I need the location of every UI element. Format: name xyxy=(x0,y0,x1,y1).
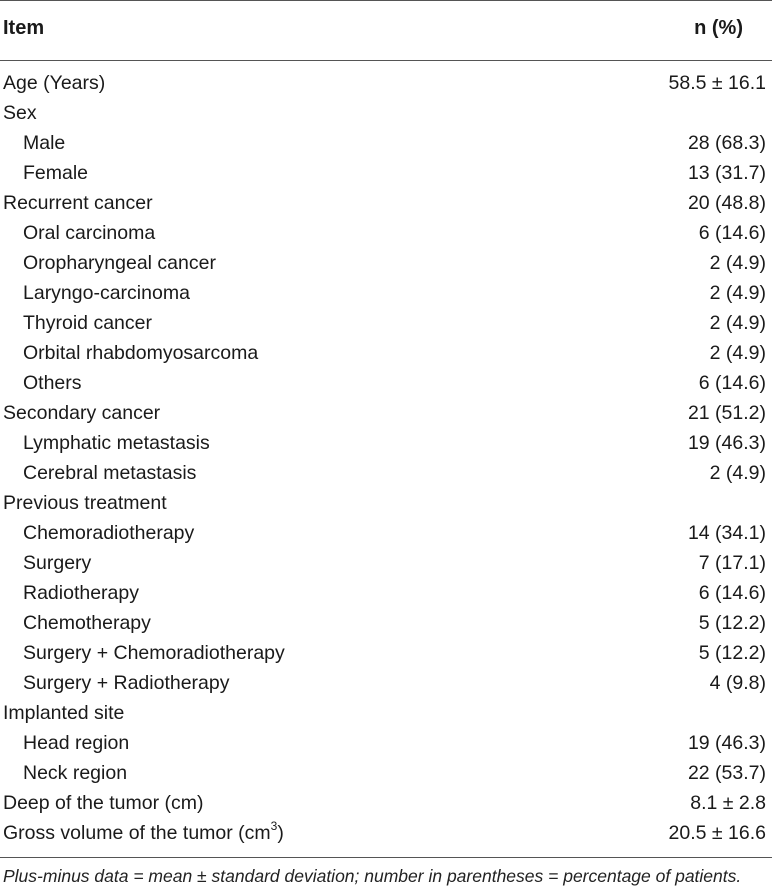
row-label: Thyroid cancer xyxy=(23,312,152,334)
table-row xyxy=(0,278,772,308)
header-n-percent: n (%) xyxy=(694,17,743,39)
table-row xyxy=(0,308,772,338)
table-body xyxy=(0,68,772,848)
table-row xyxy=(0,608,772,638)
row-label: Neck region xyxy=(23,762,128,784)
row-value: 21 (51.2) xyxy=(687,402,766,424)
row-value: 2 (4.9) xyxy=(709,252,766,274)
row-value: 8.1 ± 2.8 xyxy=(690,792,766,814)
row-label: Oral carcinoma xyxy=(23,222,156,244)
row-value: 6 (14.6) xyxy=(698,372,766,394)
row-label: Secondary cancer xyxy=(3,402,161,424)
table-row xyxy=(0,458,772,488)
row-value: 19 (46.3) xyxy=(687,432,766,454)
row-value: 13 (31.7) xyxy=(687,162,766,184)
row-label: Previous treatment xyxy=(3,492,167,514)
table-row xyxy=(0,248,772,278)
table-row xyxy=(0,428,772,458)
row-value: 2 (4.9) xyxy=(709,462,766,484)
table-row xyxy=(0,218,772,248)
row-label: Surgery + Chemoradiotherapy xyxy=(23,642,285,664)
row-value: 58.5 ± 16.1 xyxy=(668,72,766,94)
row-label: Cerebral metastasis xyxy=(23,462,197,484)
row-value: 2 (4.9) xyxy=(709,312,766,334)
row-value: 2 (4.9) xyxy=(709,282,766,304)
table-row xyxy=(0,68,772,98)
table-row xyxy=(0,548,772,578)
row-value: 14 (34.1) xyxy=(687,522,766,544)
row-label: Implanted site xyxy=(3,702,125,724)
row-label: Laryngo-carcinoma xyxy=(23,282,190,304)
header-rule xyxy=(0,60,772,61)
row-label: Lymphatic metastasis xyxy=(23,432,210,454)
row-label-superscript: 3 xyxy=(270,819,278,833)
row-value: 6 (14.6) xyxy=(698,582,766,604)
row-label xyxy=(3,818,284,848)
table-header xyxy=(0,0,772,60)
row-label-suffix: ) xyxy=(277,822,284,844)
table-row xyxy=(0,98,772,128)
row-label: Radiotherapy xyxy=(23,582,139,604)
row-value: 20.5 ± 16.6 xyxy=(668,822,766,844)
table-row xyxy=(0,488,772,518)
row-label: Deep of the tumor (cm) xyxy=(3,792,204,814)
table-row xyxy=(0,578,772,608)
row-label: Head region xyxy=(23,732,130,754)
row-value: 5 (12.2) xyxy=(698,612,766,634)
table-row xyxy=(0,668,772,698)
table-row xyxy=(0,728,772,758)
table-row xyxy=(0,788,772,818)
table-row xyxy=(0,518,772,548)
table-row xyxy=(0,818,772,848)
row-label: Others xyxy=(23,372,82,394)
table-row xyxy=(0,158,772,188)
row-label: Male xyxy=(23,132,66,154)
row-label: Age (Years) xyxy=(3,72,106,94)
row-value: 22 (53.7) xyxy=(687,762,766,784)
table-row xyxy=(0,758,772,788)
row-label: Recurrent cancer xyxy=(3,192,153,214)
table-row xyxy=(0,398,772,428)
table-row xyxy=(0,188,772,218)
row-value: 2 (4.9) xyxy=(709,342,766,364)
row-label-text: Gross volume of the tumor (cm xyxy=(3,822,271,844)
row-label: Orbital rhabdomyosarcoma xyxy=(23,342,259,364)
row-value: 19 (46.3) xyxy=(687,732,766,754)
row-value: 28 (68.3) xyxy=(687,132,766,154)
table-row xyxy=(0,368,772,398)
row-label: Oropharyngeal cancer xyxy=(23,252,216,274)
row-value: 6 (14.6) xyxy=(698,222,766,244)
row-label: Surgery + Radiotherapy xyxy=(23,672,230,694)
table-row xyxy=(0,698,772,728)
row-value: 4 (9.8) xyxy=(709,672,766,694)
row-label: Chemotherapy xyxy=(23,612,151,634)
table-footnote: Plus-minus data = mean ± standard deviation; number in parentheses = percentage of patients. xyxy=(3,866,742,886)
row-value: 5 (12.2) xyxy=(698,642,766,664)
bottom-rule xyxy=(0,857,772,858)
row-label: Chemoradiotherapy xyxy=(23,522,195,544)
table-row xyxy=(0,638,772,668)
row-label: Sex xyxy=(3,102,37,124)
row-label: Female xyxy=(23,162,89,184)
header-item: Item xyxy=(3,17,45,39)
row-label: Surgery xyxy=(23,552,92,574)
table-row xyxy=(0,128,772,158)
row-value: 20 (48.8) xyxy=(687,192,766,214)
table-row xyxy=(0,338,772,368)
row-value: 7 (17.1) xyxy=(698,552,766,574)
